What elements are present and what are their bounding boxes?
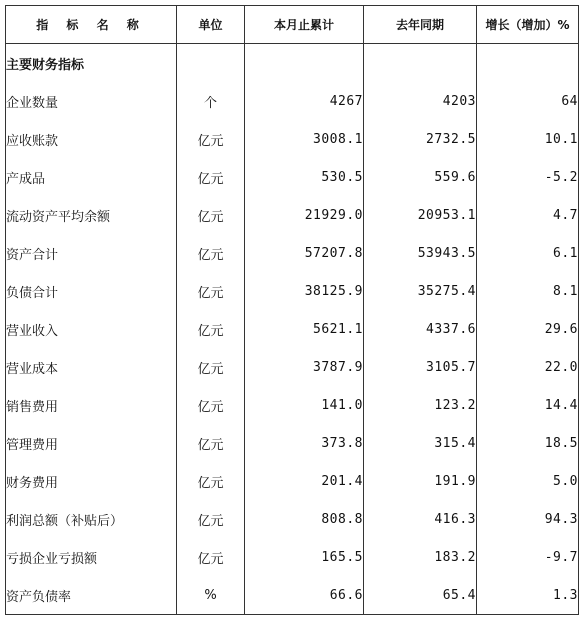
row-last-year: 53943.5 <box>364 234 477 272</box>
row-unit: 亿元 <box>177 538 245 576</box>
row-name: 资产合计 <box>6 234 177 272</box>
row-name: 营业成本 <box>6 348 177 386</box>
row-last-year: 3105.7 <box>364 348 477 386</box>
row-name: 利润总额（补贴后） <box>6 500 177 538</box>
row-name: 管理费用 <box>6 424 177 462</box>
row-current: 201.4 <box>245 462 364 500</box>
row-current: 21929.0 <box>245 196 364 234</box>
header-row <box>6 6 579 44</box>
row-current: 5621.1 <box>245 310 364 348</box>
row-current: 3008.1 <box>245 120 364 158</box>
row-last-year: 20953.1 <box>364 196 477 234</box>
row-name: 营业收入 <box>6 310 177 348</box>
row-last-year: 4203 <box>364 82 477 120</box>
row-growth: 4.7 <box>477 196 579 234</box>
table-row <box>6 196 579 234</box>
row-last-year: 123.2 <box>364 386 477 424</box>
table-row <box>6 272 579 310</box>
row-name: 流动资产平均余额 <box>6 196 177 234</box>
section-title: 主要财务指标 <box>6 44 177 83</box>
table-row <box>6 500 579 538</box>
row-current: 530.5 <box>245 158 364 196</box>
header-indicator-name: 指 标 名 称 <box>6 6 177 44</box>
row-last-year: 416.3 <box>364 500 477 538</box>
row-unit: % <box>177 576 245 615</box>
row-unit: 亿元 <box>177 348 245 386</box>
row-last-year: 4337.6 <box>364 310 477 348</box>
row-name: 企业数量 <box>6 82 177 120</box>
table-row <box>6 538 579 576</box>
row-growth: 22.0 <box>477 348 579 386</box>
row-growth: -9.7 <box>477 538 579 576</box>
table-row <box>6 234 579 272</box>
section-empty-cell <box>364 44 477 83</box>
section-empty-cell <box>245 44 364 83</box>
row-current: 808.8 <box>245 500 364 538</box>
row-last-year: 191.9 <box>364 462 477 500</box>
header-growth: 增长（增加）% <box>477 6 579 44</box>
table-row <box>6 386 579 424</box>
row-last-year: 559.6 <box>364 158 477 196</box>
row-name: 财务费用 <box>6 462 177 500</box>
row-current: 373.8 <box>245 424 364 462</box>
row-unit: 亿元 <box>177 272 245 310</box>
table-row <box>6 310 579 348</box>
row-unit: 亿元 <box>177 234 245 272</box>
row-growth: 6.1 <box>477 234 579 272</box>
row-current: 38125.9 <box>245 272 364 310</box>
row-name: 应收账款 <box>6 120 177 158</box>
row-unit: 亿元 <box>177 120 245 158</box>
section-empty-cell <box>177 44 245 83</box>
section-empty-cell <box>477 44 579 83</box>
row-last-year: 35275.4 <box>364 272 477 310</box>
header-unit: 单位 <box>177 6 245 44</box>
section-row <box>6 44 579 83</box>
row-unit: 亿元 <box>177 196 245 234</box>
row-last-year: 315.4 <box>364 424 477 462</box>
row-current: 4267 <box>245 82 364 120</box>
header-last-year: 去年同期 <box>364 6 477 44</box>
row-unit: 亿元 <box>177 500 245 538</box>
row-name: 产成品 <box>6 158 177 196</box>
row-growth: -5.2 <box>477 158 579 196</box>
row-unit: 亿元 <box>177 310 245 348</box>
row-last-year: 183.2 <box>364 538 477 576</box>
table-row <box>6 424 579 462</box>
table-header <box>6 6 579 44</box>
row-last-year: 2732.5 <box>364 120 477 158</box>
table-row <box>6 158 579 196</box>
row-growth: 94.3 <box>477 500 579 538</box>
row-unit: 亿元 <box>177 158 245 196</box>
row-last-year: 65.4 <box>364 576 477 615</box>
row-unit: 亿元 <box>177 386 245 424</box>
row-name: 亏损企业亏损额 <box>6 538 177 576</box>
row-current: 66.6 <box>245 576 364 615</box>
row-current: 165.5 <box>245 538 364 576</box>
row-growth: 64 <box>477 82 579 120</box>
header-current-cumulative: 本月止累计 <box>245 6 364 44</box>
row-unit: 亿元 <box>177 462 245 500</box>
row-growth: 1.3 <box>477 576 579 615</box>
row-growth: 5.0 <box>477 462 579 500</box>
row-name: 资产负债率 <box>6 576 177 615</box>
table-row <box>6 462 579 500</box>
row-growth: 10.1 <box>477 120 579 158</box>
row-unit: 亿元 <box>177 424 245 462</box>
row-growth: 29.6 <box>477 310 579 348</box>
row-current: 3787.9 <box>245 348 364 386</box>
table-row <box>6 348 579 386</box>
row-unit: 个 <box>177 82 245 120</box>
financial-indicators-table <box>5 5 579 615</box>
row-current: 141.0 <box>245 386 364 424</box>
row-growth: 14.4 <box>477 386 579 424</box>
row-growth: 8.1 <box>477 272 579 310</box>
row-name: 负债合计 <box>6 272 177 310</box>
row-name: 销售费用 <box>6 386 177 424</box>
table-row <box>6 120 579 158</box>
row-growth: 18.5 <box>477 424 579 462</box>
row-current: 57207.8 <box>245 234 364 272</box>
table-body <box>6 44 579 615</box>
table-row <box>6 82 579 120</box>
table-row <box>6 576 579 615</box>
